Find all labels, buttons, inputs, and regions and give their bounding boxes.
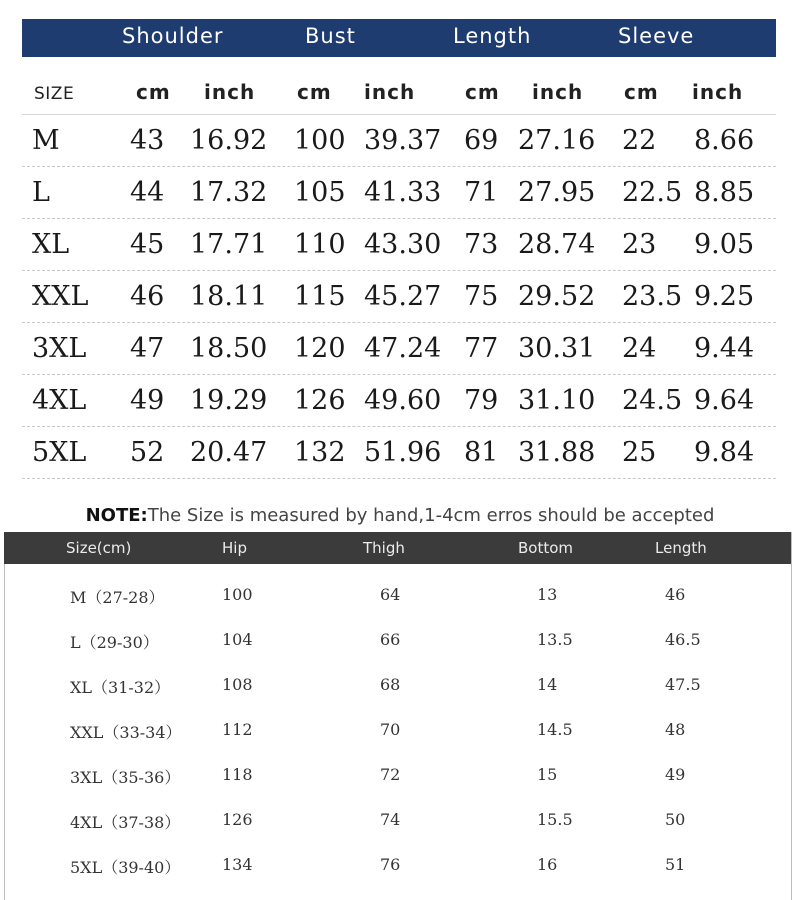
measurement-cell: 75 [464, 281, 499, 312]
measurement-cell: 72 [380, 765, 401, 784]
measurement-cell: 22.5 [622, 177, 683, 208]
table-row [22, 271, 776, 323]
size-cell: XL（31-32） [70, 678, 171, 697]
measurement-cell: 46 [665, 585, 686, 604]
measurement-cell: 14.5 [537, 720, 573, 739]
measurement-cell: 50 [665, 810, 686, 829]
table-row [4, 798, 791, 842]
measurement-cell: 49.60 [364, 385, 442, 416]
bottom-table-header [4, 532, 791, 564]
measurement-cell: 23.5 [622, 281, 683, 312]
unit-label: inch [692, 80, 744, 104]
measurement-cell: 108 [222, 675, 253, 694]
table-row [22, 375, 776, 427]
measurement-cell: 23 [622, 229, 657, 260]
table-row [4, 573, 791, 617]
measurement-cell: 74 [380, 810, 401, 829]
note-text: The Size is measured by hand,1-4cm erros should be accepted [147, 505, 715, 526]
unit-label: inch [364, 80, 416, 104]
measurement-cell: 43.30 [364, 229, 442, 260]
table-row [4, 708, 791, 752]
measurement-cell: 48 [665, 720, 686, 739]
measurement-cell: 49 [130, 385, 165, 416]
measurement-cell: 9.44 [694, 333, 755, 364]
top-table-body [22, 115, 776, 479]
measurement-cell: 18.50 [190, 333, 268, 364]
size-cell: L（29-30） [70, 633, 159, 652]
size-column-label: SIZE [34, 84, 75, 104]
measurement-cell: 100 [294, 125, 346, 156]
size-cell: XXL（33-34） [70, 723, 182, 742]
header-length: Length [655, 539, 707, 557]
size-cell: 4XL（37-38） [70, 813, 181, 832]
size-cell: 3XL（35-36） [70, 768, 181, 787]
measurement-cell: 41.33 [364, 177, 442, 208]
measurement-cell: 47.5 [665, 675, 701, 694]
header-shoulder: Shoulder [122, 24, 224, 48]
unit-label: inch [204, 80, 256, 104]
size-cell: 5XL（39-40） [70, 858, 181, 877]
measurement-cell: 51 [665, 855, 686, 874]
size-cell: M [32, 125, 60, 156]
measurement-cell: 17.71 [190, 229, 268, 260]
table-row [4, 843, 791, 887]
measurement-cell: 9.25 [694, 281, 755, 312]
table-row [22, 323, 776, 375]
header-size-cm: Size(cm) [66, 539, 132, 557]
table-row [4, 618, 791, 662]
measurement-cell: 100 [222, 585, 253, 604]
unit-label: cm [136, 80, 171, 104]
measurement-cell: 19.29 [190, 385, 268, 416]
measurement-cell: 9.84 [694, 437, 755, 468]
measurement-cell: 46.5 [665, 630, 701, 649]
header-bottom: Bottom [518, 539, 574, 557]
measurement-cell: 126 [294, 385, 346, 416]
header-bust: Bust [305, 24, 356, 48]
measurement-cell: 118 [222, 765, 253, 784]
table-row [22, 115, 776, 167]
table-row [4, 753, 791, 797]
top-table-header [22, 19, 776, 57]
table-row [22, 219, 776, 271]
measurement-note [0, 505, 800, 526]
measurement-cell: 39.37 [364, 125, 442, 156]
measurement-cell: 134 [222, 855, 253, 874]
table-row [22, 167, 776, 219]
unit-label: inch [532, 80, 584, 104]
measurement-cell: 29.52 [518, 281, 596, 312]
measurement-cell: 76 [380, 855, 401, 874]
header-sleeve: Sleeve [618, 24, 695, 48]
measurement-cell: 64 [380, 585, 401, 604]
measurement-cell: 16 [537, 855, 558, 874]
measurement-cell: 104 [222, 630, 253, 649]
measurement-cell: 24.5 [622, 385, 683, 416]
measurement-cell: 79 [464, 385, 499, 416]
unit-label: cm [297, 80, 332, 104]
header-length: Length [453, 24, 532, 48]
header-thigh: Thigh [363, 539, 405, 557]
measurement-cell: 120 [294, 333, 346, 364]
measurement-cell: 16.92 [190, 125, 268, 156]
measurement-cell: 27.95 [518, 177, 596, 208]
measurement-cell: 45 [130, 229, 165, 260]
measurement-cell: 70 [380, 720, 401, 739]
measurement-cell: 31.10 [518, 385, 596, 416]
measurement-cell: 27.16 [518, 125, 596, 156]
size-cell: L [32, 177, 50, 208]
table-row [22, 427, 776, 479]
measurement-cell: 51.96 [364, 437, 442, 468]
measurement-cell: 71 [464, 177, 499, 208]
measurement-cell: 25 [622, 437, 657, 468]
unit-row [22, 68, 776, 115]
table-row [4, 663, 791, 707]
measurement-cell: 8.85 [694, 177, 755, 208]
measurement-cell: 110 [294, 229, 346, 260]
measurement-cell: 9.64 [694, 385, 755, 416]
measurement-cell: 69 [464, 125, 499, 156]
measurement-cell: 47 [130, 333, 165, 364]
measurement-cell: 52 [130, 437, 165, 468]
measurement-cell: 105 [294, 177, 346, 208]
size-cell: 3XL [32, 333, 87, 364]
size-cell: M（27-28） [70, 588, 165, 607]
measurement-cell: 66 [380, 630, 401, 649]
measurement-cell: 77 [464, 333, 499, 364]
size-cell: XXL [32, 281, 89, 312]
measurement-cell: 15.5 [537, 810, 573, 829]
measurement-cell: 22 [622, 125, 657, 156]
size-cell: XL [32, 229, 70, 260]
measurement-cell: 9.05 [694, 229, 755, 260]
size-cell: 4XL [32, 385, 87, 416]
measurement-cell: 68 [380, 675, 401, 694]
measurement-cell: 17.32 [190, 177, 268, 208]
measurement-cell: 46 [130, 281, 165, 312]
unit-label: cm [465, 80, 500, 104]
measurement-cell: 13 [537, 585, 558, 604]
measurement-cell: 45.27 [364, 281, 442, 312]
measurement-cell: 31.88 [518, 437, 596, 468]
measurement-cell: 13.5 [537, 630, 573, 649]
measurement-cell: 112 [222, 720, 253, 739]
measurement-cell: 24 [622, 333, 657, 364]
measurement-cell: 44 [130, 177, 165, 208]
size-cell: 5XL [32, 437, 87, 468]
note-label: NOTE: [85, 505, 148, 526]
measurement-cell: 132 [294, 437, 346, 468]
top-size-table [22, 68, 776, 479]
header-hip: Hip [222, 539, 247, 557]
measurement-cell: 126 [222, 810, 253, 829]
measurement-cell: 28.74 [518, 229, 596, 260]
measurement-cell: 81 [464, 437, 499, 468]
measurement-cell: 20.47 [190, 437, 268, 468]
unit-label: cm [624, 80, 659, 104]
measurement-cell: 8.66 [694, 125, 755, 156]
measurement-cell: 47.24 [364, 333, 442, 364]
measurement-cell: 30.31 [518, 333, 596, 364]
measurement-cell: 49 [665, 765, 686, 784]
measurement-cell: 43 [130, 125, 165, 156]
measurement-cell: 115 [294, 281, 346, 312]
measurement-cell: 15 [537, 765, 558, 784]
measurement-cell: 73 [464, 229, 499, 260]
measurement-cell: 18.11 [190, 281, 268, 312]
measurement-cell: 14 [537, 675, 558, 694]
